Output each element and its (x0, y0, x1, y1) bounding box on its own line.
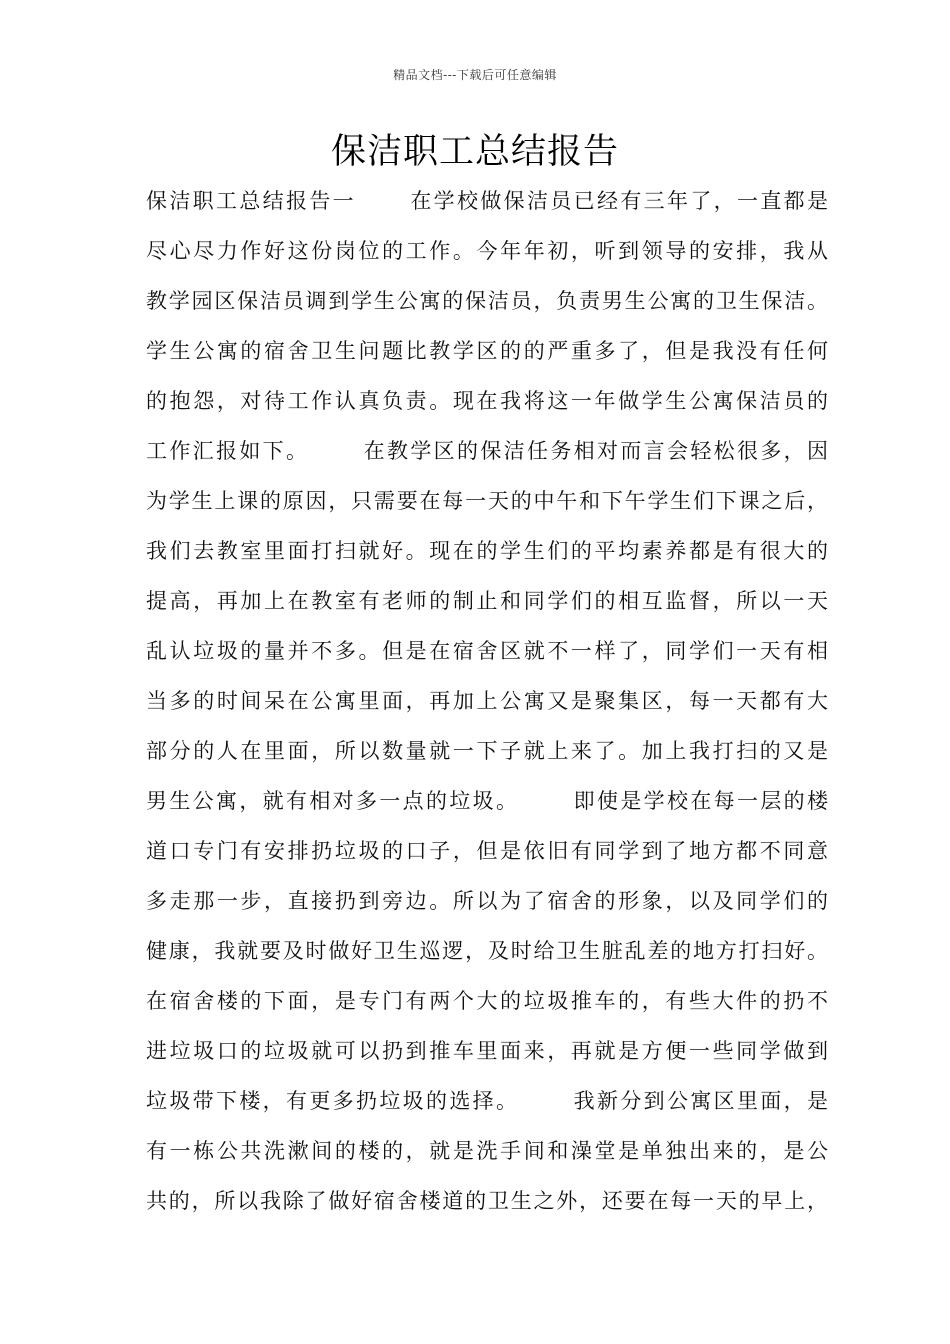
line-text: 部分的人在里面，所以数量就一下子就上来了。加上我打扫的又是 (146, 739, 828, 763)
line-text: 男生公寓，就有相对多一点的垃圾。 (146, 789, 520, 813)
line-text: 学生公寓的宿舍卫生问题比教学区的的严重多了，但是我没有任何 (146, 339, 828, 363)
text-line (146, 876, 828, 926)
line-text: 为学生上课的原因，只需要在每一天的中午和下午学生们下课之后， (146, 489, 828, 513)
line-text: 乱认垃圾的量并不多。但是在宿舍区就不一样了，同学们一天有相 (146, 639, 828, 663)
text-line (146, 376, 828, 426)
line-text: 的抱怨，对待工作认真负责。现在我将这一年做学生公寓保洁员的 (146, 389, 828, 413)
line-text: 有一栋公共洗漱间的楼的，就是洗手间和澡堂是单独出来的，是公 (146, 1139, 828, 1163)
text-line (146, 476, 828, 526)
line-text: 我们去教室里面打扫就好。现在的学生们的平均素养都是有很大的 (146, 539, 828, 563)
line-text: 保洁职工总结报告一 (146, 189, 356, 213)
line-text: 道口专门有安排扔垃圾的口子，但是依旧有同学到了地方都不同意 (146, 839, 828, 863)
line-text: 提高，再加上在教室有老师的制止和同学们的相互监督，所以一天 (146, 589, 828, 613)
text-line (146, 576, 828, 626)
line-text: 尽心尽力作好这份岗位的工作。今年年初，听到领导的安排，我从 (146, 239, 828, 263)
text-line (146, 676, 828, 726)
text-line (146, 526, 828, 576)
text-line (146, 426, 828, 476)
text-line (146, 626, 828, 676)
text-line (146, 926, 828, 976)
text-line (146, 326, 828, 376)
text-line (146, 1026, 828, 1076)
document-title: 保洁职工总结报告 (330, 132, 619, 172)
text-line (146, 1076, 828, 1126)
line-text: 即使是学校在每一层的楼 (571, 789, 828, 813)
line-text: 多走那一步，直接扔到旁边。所以为了宿舍的形象，以及同学们的 (146, 889, 828, 913)
line-text: 工作汇报如下。 (146, 439, 310, 463)
line-text: 进垃圾口的垃圾就可以扔到推车里面来，再就是方便一些同学做到 (146, 1039, 828, 1063)
text-line (146, 726, 828, 776)
line-text: 在教学区的保洁任务相对而言会轻松很多，因 (361, 439, 828, 463)
line-text: 当多的时间呆在公寓里面，再加上公寓又是聚集区，每一天都有大 (146, 689, 828, 713)
text-line (146, 826, 828, 876)
line-text: 健康，我就要及时做好卫生巡逻，及时给卫生脏乱差的地方打扫好。 (146, 939, 828, 963)
line-text: 垃圾带下楼，有更多扔垃圾的选择。 (146, 1089, 520, 1113)
text-line (146, 1126, 828, 1176)
header-note: 精品文档---下载后可任意编辑 (393, 68, 557, 82)
text-line (146, 176, 828, 226)
line-text: 在宿舍楼的下面，是专门有两个大的垃圾推车的，有些大件的扔不 (146, 989, 828, 1013)
line-text: 在学校做保洁员已经有三年了，一直都是 (408, 189, 828, 213)
text-line (146, 776, 828, 826)
text-line (146, 1176, 828, 1226)
body-text (146, 176, 828, 1226)
line-text: 我新分到公寓区里面，是 (571, 1089, 828, 1113)
line-text: 共的，所以我除了做好宿舍楼道的卫生之外，还要在每一天的早上， (146, 1189, 828, 1213)
text-line (146, 226, 828, 276)
text-line (146, 976, 828, 1026)
line-text: 教学园区保洁员调到学生公寓的保洁员，负责男生公寓的卫生保洁。 (146, 289, 828, 313)
text-line (146, 276, 828, 326)
